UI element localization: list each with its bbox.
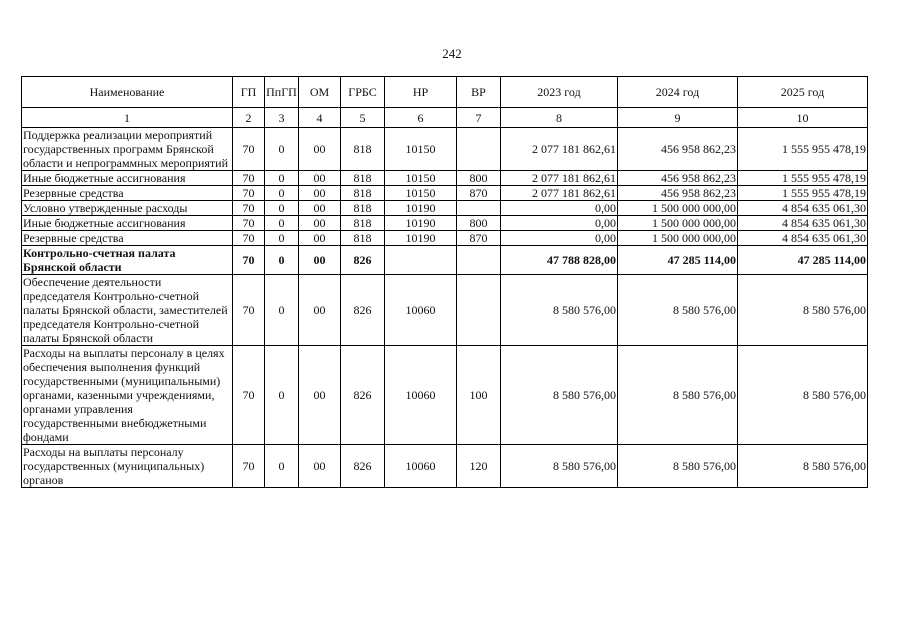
row-vr <box>457 201 501 216</box>
row-grbs: 818 <box>341 171 385 186</box>
row-amount-2025: 8 580 576,00 <box>738 346 868 445</box>
row-grbs: 818 <box>341 231 385 246</box>
row-amount-2024: 47 285 114,00 <box>618 246 738 275</box>
row-om: 00 <box>299 128 341 171</box>
row-nr: 10190 <box>385 216 457 231</box>
row-om: 00 <box>299 445 341 488</box>
table-row <box>22 216 868 231</box>
page-number: 242 <box>442 46 462 61</box>
row-amount-2024: 8 580 576,00 <box>618 346 738 445</box>
header-grbs: ГРБС <box>341 77 385 108</box>
row-grbs: 818 <box>341 186 385 201</box>
row-grbs: 818 <box>341 201 385 216</box>
table-row <box>22 201 868 216</box>
row-nr: 10060 <box>385 346 457 445</box>
row-amount-2024: 456 958 862,23 <box>618 171 738 186</box>
row-om: 00 <box>299 171 341 186</box>
row-amount-2023: 0,00 <box>501 201 618 216</box>
row-name: Обеспечение деятельности председателя Контрольно-счетной палаты Брянской области, заместителей председателя Контрольно-счетной палаты Брянской области <box>22 275 233 346</box>
row-gp: 70 <box>233 171 265 186</box>
row-om: 00 <box>299 275 341 346</box>
row-om: 00 <box>299 246 341 275</box>
table-row <box>22 445 868 488</box>
row-grbs: 826 <box>341 346 385 445</box>
row-gp: 70 <box>233 275 265 346</box>
row-amount-2025: 1 555 955 478,19 <box>738 186 868 201</box>
column-number: 8 <box>501 108 618 128</box>
row-nr: 10190 <box>385 231 457 246</box>
row-amount-2025: 1 555 955 478,19 <box>738 171 868 186</box>
row-amount-2025: 8 580 576,00 <box>738 445 868 488</box>
table-row <box>22 346 868 445</box>
row-amount-2025: 1 555 955 478,19 <box>738 128 868 171</box>
column-number: 3 <box>265 108 299 128</box>
row-om: 00 <box>299 346 341 445</box>
row-ppgp: 0 <box>265 231 299 246</box>
row-amount-2024: 1 500 000 000,00 <box>618 231 738 246</box>
table-row <box>22 128 868 171</box>
column-number: 1 <box>22 108 233 128</box>
row-name: Резервные средства <box>22 186 233 201</box>
row-gp: 70 <box>233 216 265 231</box>
row-ppgp: 0 <box>265 445 299 488</box>
row-amount-2024: 8 580 576,00 <box>618 445 738 488</box>
header-nr: НР <box>385 77 457 108</box>
row-nr <box>385 246 457 275</box>
column-number: 9 <box>618 108 738 128</box>
row-amount-2025: 4 854 635 061,30 <box>738 216 868 231</box>
row-amount-2024: 456 958 862,23 <box>618 186 738 201</box>
row-om: 00 <box>299 231 341 246</box>
row-ppgp: 0 <box>265 128 299 171</box>
column-number: 5 <box>341 108 385 128</box>
row-name: Расходы на выплаты персоналу государственных (муниципальных) органов <box>22 445 233 488</box>
header-om: ОМ <box>299 77 341 108</box>
row-grbs: 818 <box>341 128 385 171</box>
row-grbs: 826 <box>341 246 385 275</box>
row-amount-2023: 47 788 828,00 <box>501 246 618 275</box>
row-amount-2023: 0,00 <box>501 231 618 246</box>
header-vr: ВР <box>457 77 501 108</box>
row-amount-2023: 8 580 576,00 <box>501 445 618 488</box>
row-gp: 70 <box>233 231 265 246</box>
row-name: Иные бюджетные ассигнования <box>22 171 233 186</box>
row-amount-2025: 4 854 635 061,30 <box>738 231 868 246</box>
row-amount-2023: 2 077 181 862,61 <box>501 186 618 201</box>
row-amount-2024: 8 580 576,00 <box>618 275 738 346</box>
table-row <box>22 171 868 186</box>
table-row <box>22 231 868 246</box>
row-amount-2024: 1 500 000 000,00 <box>618 201 738 216</box>
row-amount-2024: 456 958 862,23 <box>618 128 738 171</box>
row-gp: 70 <box>233 128 265 171</box>
row-vr: 800 <box>457 171 501 186</box>
column-number: 4 <box>299 108 341 128</box>
column-number: 7 <box>457 108 501 128</box>
header-2024: 2024 год <box>618 77 738 108</box>
row-vr <box>457 128 501 171</box>
row-name: Иные бюджетные ассигнования <box>22 216 233 231</box>
row-name: Поддержка реализации мероприятий государственных программ Брянской области и непрограммных мероприятий <box>22 128 233 171</box>
row-amount-2023: 2 077 181 862,61 <box>501 171 618 186</box>
column-number: 2 <box>233 108 265 128</box>
column-number: 10 <box>738 108 868 128</box>
row-vr: 100 <box>457 346 501 445</box>
row-vr: 800 <box>457 216 501 231</box>
row-vr: 870 <box>457 231 501 246</box>
row-nr: 10060 <box>385 445 457 488</box>
header-name: Наименование <box>22 77 233 108</box>
row-ppgp: 0 <box>265 246 299 275</box>
row-nr: 10150 <box>385 128 457 171</box>
row-nr: 10060 <box>385 275 457 346</box>
row-name: Условно утвержденные расходы <box>22 201 233 216</box>
row-gp: 70 <box>233 201 265 216</box>
header-ppgp: ПпГП <box>265 77 299 108</box>
row-name: Расходы на выплаты персоналу в целях обеспечения выполнения функций государственными (муниципальными) органами, казенными учреждениями, органами управления государственными внебюджетными фондами <box>22 346 233 445</box>
row-nr: 10150 <box>385 171 457 186</box>
column-number: 6 <box>385 108 457 128</box>
row-gp: 70 <box>233 246 265 275</box>
row-ppgp: 0 <box>265 201 299 216</box>
row-ppgp: 0 <box>265 171 299 186</box>
row-ppgp: 0 <box>265 216 299 231</box>
row-gp: 70 <box>233 445 265 488</box>
row-ppgp: 0 <box>265 186 299 201</box>
header-2025: 2025 год <box>738 77 868 108</box>
row-amount-2025: 4 854 635 061,30 <box>738 201 868 216</box>
header-row <box>22 77 868 108</box>
table-row <box>22 246 868 275</box>
row-gp: 70 <box>233 186 265 201</box>
row-vr: 120 <box>457 445 501 488</box>
row-grbs: 826 <box>341 275 385 346</box>
row-amount-2023: 2 077 181 862,61 <box>501 128 618 171</box>
row-vr: 870 <box>457 186 501 201</box>
row-amount-2025: 47 285 114,00 <box>738 246 868 275</box>
row-nr: 10150 <box>385 186 457 201</box>
row-om: 00 <box>299 216 341 231</box>
row-name: Резервные средства <box>22 231 233 246</box>
table-row <box>22 186 868 201</box>
row-amount-2024: 1 500 000 000,00 <box>618 216 738 231</box>
budget-table <box>21 76 868 488</box>
row-grbs: 826 <box>341 445 385 488</box>
column-number-row <box>22 108 868 128</box>
row-ppgp: 0 <box>265 275 299 346</box>
row-amount-2023: 8 580 576,00 <box>501 346 618 445</box>
row-vr <box>457 275 501 346</box>
row-ppgp: 0 <box>265 346 299 445</box>
row-grbs: 818 <box>341 216 385 231</box>
row-amount-2023: 8 580 576,00 <box>501 275 618 346</box>
row-om: 00 <box>299 201 341 216</box>
row-gp: 70 <box>233 346 265 445</box>
row-om: 00 <box>299 186 341 201</box>
header-gp: ГП <box>233 77 265 108</box>
row-nr: 10190 <box>385 201 457 216</box>
table-row <box>22 275 868 346</box>
row-name: Контрольно-счетная палата Брянской области <box>22 246 233 275</box>
row-amount-2025: 8 580 576,00 <box>738 275 868 346</box>
row-amount-2023: 0,00 <box>501 216 618 231</box>
row-vr <box>457 246 501 275</box>
header-2023: 2023 год <box>501 77 618 108</box>
